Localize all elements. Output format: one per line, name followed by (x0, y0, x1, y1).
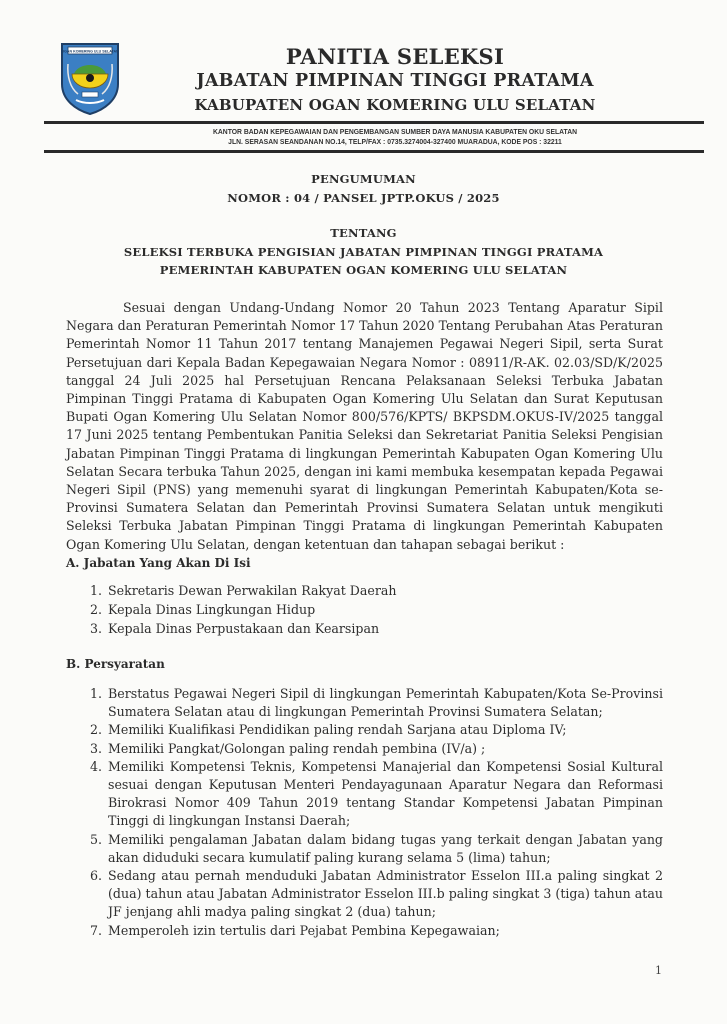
list-item-text: Memiliki pengalaman Jabatan dalam bidang tugas yang terkait dengan Jabatan yang akan diduduki secara kumulatif paling kurang selama 5 (lima) tahun; (108, 831, 663, 865)
list-item (84, 740, 663, 758)
announcement-number: NOMOR : 04 / PANSEL JPTP.OKUS / 2025 (227, 191, 500, 205)
list-item (84, 721, 663, 739)
letterhead-divider-bottom (44, 150, 704, 153)
letterhead-divider-top (44, 121, 704, 124)
letterhead-title-committee: PANITIA SELEKSI (285, 44, 505, 69)
list-item-number: 2. (89, 602, 102, 618)
requirements-list (84, 685, 663, 940)
intro-paragraph: Sesuai dengan Undang-Undang Nomor 20 Tahun 2023 Tentang Aparatur Sipil Negara dan Peraturan Pemerintah Nomor 17 Tahun 2020 Tentang Perubahan Atas Peraturan Pemerintah Nomor 11 Tahun 2017 tentang Manajemen Pegawai Negeri Sipil, serta Surat Persetujuan dari Kepala Badan Kepegawaian Negara Nomor : 08911/R-AK. 02.03/SD/K/2025 tanggal 24 Juli 2025 hal Persetujuan Rencana Pelaksanaan Seleksi Terbuka Jabatan Pimpinan Tinggi Pratama di Kabupaten Ogan Komering Ulu Selatan dan Surat Keputusan Bupati Ogan Komering Ulu Selatan Nomor 800/576/KPTS/ BKPSDM.OKUS-IV/2025 tanggal 17 Juni 2025 tentang Pembentukan Panitia Seleksi dan Sekretariat Panitia Seleksi Pengisian Jabatan Pimpinan Tinggi Pratama di lingkungan Pemerintah Kabupaten Ogan Komering Ulu Selatan Secara terbuka Tahun 2025, dengan ini kami membuka kesempatan kepada Pegawai Negeri Sipil (PNS) yang memenuhi syarat di lingkungan Pemerintah Kabupaten/Kota se-Provinsi Sumatera Selatan dan Pemerintah Provinsi Sumatera Selatan untuk mengikuti Seleksi Terbuka Jabatan Pimpinan Tinggi Pratama di lingkungan Pemerintah Kabupaten Ogan Komering Ulu Selatan, dengan ketentuan dan tahapan sebagai berikut : (66, 300, 663, 552)
page-number: 1 (655, 964, 662, 977)
list-item-text: Memiliki Pangkat/Golongan paling rendah pembina (IV/a) ; (108, 740, 486, 756)
list-item-number: 3. (89, 740, 102, 756)
list-item-text: Berstatus Pegawai Negeri Sipil di lingkungan Pemerintah Kabupaten/Kota Se-Provinsi Sumatera Selatan atau di lingkungan Pemerintah Provinsi Sumatera Selatan; (108, 686, 663, 720)
letterhead-title-regency: KABUPATEN OGAN KOMERING ULU SELATAN (194, 96, 596, 114)
announcement-subject-line2: PEMERINTAH KABUPATEN OGAN KOMERING ULU SELATAN (159, 263, 568, 277)
list-item-number: 3. (89, 621, 102, 637)
svg-text:OGAN KOMERING ULU SELATAN: OGAN KOMERING ULU SELATAN (61, 49, 119, 54)
section-a-title: A. Jabatan Yang Akan Di Isi (66, 556, 251, 570)
list-item-text: Sedang atau pernah menduduki Jabatan Administrator Esselon III.a paling singkat 2 (dua) tahun atau Jabatan Administrator Esselon III.b paling singkat 3 (tiga) tahun atau JF jenjang ahli madya paling singkat 2 (dua) tahun; (108, 868, 663, 920)
letterhead-title-position: JABATAN PIMPINAN TINGGI PRATAMA (196, 71, 594, 91)
list-item (84, 867, 663, 922)
list-item-text: Kepala Dinas Lingkungan Hidup (108, 602, 316, 618)
list-item-text: Memperoleh izin tertulis dari Pejabat Pembina Kepegawaian; (108, 922, 500, 938)
list-item-number: 1. (89, 686, 102, 701)
list-item (84, 620, 504, 638)
section-b-title: B. Persyaratan (66, 657, 165, 671)
list-item (84, 582, 504, 600)
letterhead-office-name: KANTOR BADAN KEPEGAWAIAN DAN PENGEMBANGAN SUMBER DAYA MANUSIA KABUPATEN OKU SELATAN (212, 127, 578, 136)
letterhead-office-address: JLN. SERASAN SEANDANAN NO.14, TELP/FAX : 0735.3274004-327400 MUARADUA, KODE POS : 32211 (228, 137, 562, 146)
regency-coat-of-arms-icon (58, 40, 122, 116)
list-item-text: Kepala Dinas Perpustakaan dan Kearsipan (108, 621, 380, 637)
list-item-number: 4. (89, 758, 102, 774)
announcement-subject-line1: SELEKSI TERBUKA PENGISIAN JABATAN PIMPINAN TINGGI PRATAMA (123, 245, 604, 259)
announcement-heading: PENGUMUMAN (311, 172, 416, 186)
list-item (84, 685, 663, 721)
list-item-text: Memiliki Kompetensi Teknis, Kompetensi Manajerial dan Kompetensi Sosial Kultural sesuai dengan Keputusan Menteri Pendayagunaan Aparatur Negara dan Reformasi Birokrasi Nomor 409 Tahun 2019 tentang Standar Kompetensi Jabatan Pimpinan Tinggi di lingkungan Instansi Daerah; (108, 758, 663, 829)
list-item-text: Sekretaris Dewan Perwakilan Rakyat Daerah (108, 583, 397, 598)
list-item (84, 922, 663, 940)
list-item-number: 5. (89, 831, 102, 847)
list-item-number: 7. (89, 922, 102, 938)
position-list (84, 582, 504, 640)
announcement-about-label: TENTANG (330, 226, 397, 240)
list-item (84, 831, 663, 867)
list-item-text: Memiliki Kualifikasi Pendidikan paling rendah Sarjana atau Diploma IV; (108, 722, 567, 738)
list-item-number: 2. (89, 722, 102, 738)
list-item-number: 6. (89, 868, 102, 884)
list-item-number: 1. (89, 583, 102, 598)
list-item (84, 601, 504, 619)
list-item (84, 758, 663, 831)
